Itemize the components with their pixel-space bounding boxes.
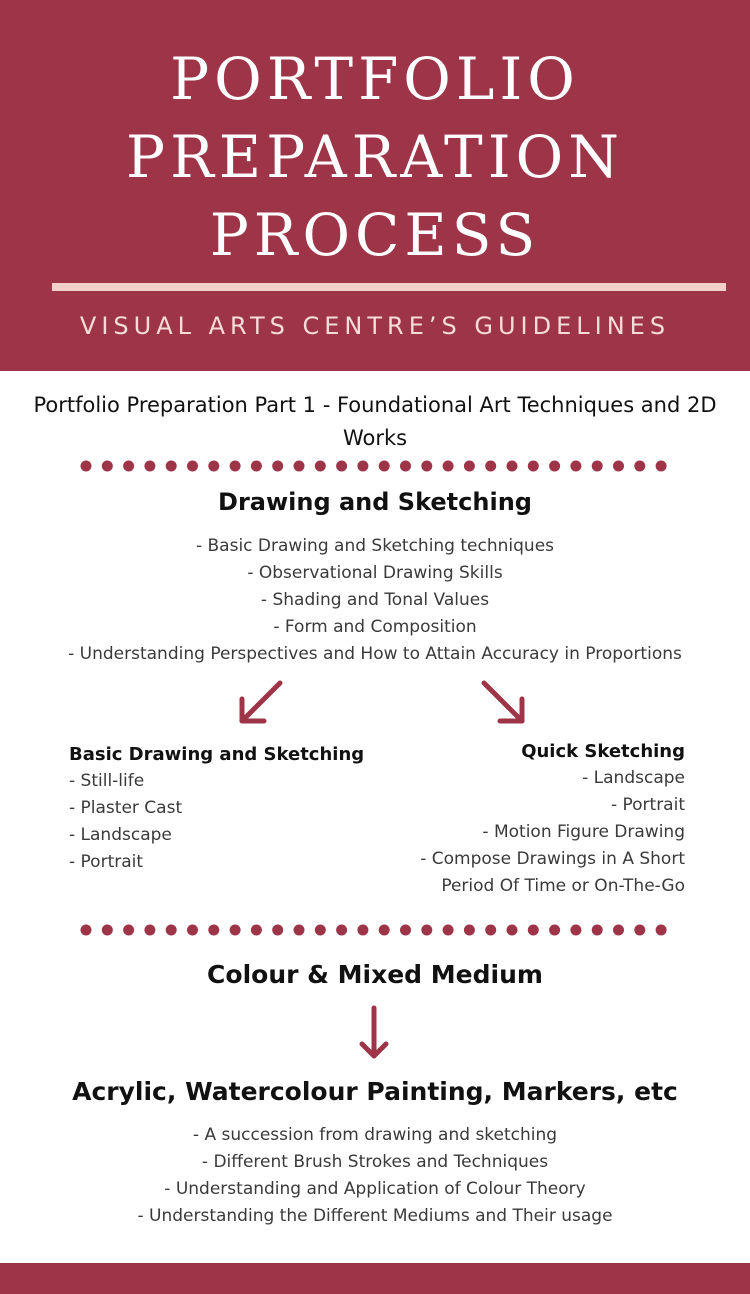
dot [81,925,92,936]
dotted-divider-2 [80,923,680,937]
dot [379,925,390,936]
basic-drawing-heading: Basic Drawing and Sketching [69,744,365,765]
dot [549,461,560,472]
quick-sketching-column [380,738,685,900]
dot [464,461,475,472]
dot [123,925,134,936]
dot [315,925,326,936]
dot [613,925,624,936]
dot [187,461,198,472]
dot [570,461,581,472]
list-item: - Portrait [69,852,144,872]
dot [187,925,198,936]
drawing-heading: Drawing and Sketching [218,488,532,516]
dot [208,461,219,472]
header-divider [52,283,726,291]
quick-sketching-heading: Quick Sketching [521,741,685,762]
dot [123,461,134,472]
list-item: - Understanding the Different Mediums and Their usage [137,1206,613,1226]
dot [357,461,368,472]
dot [81,461,92,472]
dot [144,461,155,472]
dots-graphic [80,459,680,473]
colour-heading: Colour & Mixed Medium [207,960,543,989]
dot [294,461,305,472]
list-item: - Portrait [610,795,685,815]
list-item: - Different Brush Strokes and Techniques [201,1152,549,1172]
basic-drawing-column [69,741,389,876]
dot [421,925,432,936]
dot [613,461,624,472]
list-item: - Compose Drawings in A Short [420,849,685,869]
list-item: - Still-life [69,771,145,791]
dot [464,925,475,936]
list-item: - Landscape [69,825,172,845]
header-subtitle: VISUAL ARTS CENTRE’S GUIDELINES [79,312,671,340]
dot [634,461,645,472]
list-item: - Understanding Perspectives and How to Attain Accuracy in Proportions [68,644,682,664]
dot [315,461,326,472]
dot [208,925,219,936]
dot [102,461,113,472]
list-item: - Observational Drawing Skills [247,563,503,583]
dotted-divider-1 [80,459,680,473]
list-item: Period Of Time or On-The-Go [441,876,685,896]
title-line-3: PROCESS [209,201,541,269]
list-item: - A succession from drawing and sketching [192,1125,558,1145]
title-line-2: PREPARATION [126,123,624,191]
dot [592,461,603,472]
dot [272,925,283,936]
dot [528,925,539,936]
dot [272,461,283,472]
dot [230,461,241,472]
footer-bar [0,1263,750,1294]
dot [166,461,177,472]
dot [443,461,454,472]
list-item: - Landscape [582,768,685,788]
dot [421,461,432,472]
dots-graphic [80,923,680,937]
dot [549,925,560,936]
list-item: - Basic Drawing and Sketching techniques [195,536,555,556]
dot [592,925,603,936]
dot [336,461,347,472]
header-banner [0,0,750,371]
dot [294,925,305,936]
dot [656,461,667,472]
dot [507,925,518,936]
quick-sketching-list [380,765,685,900]
list-item: - Plaster Cast [69,798,183,818]
dot [656,925,667,936]
dot [379,461,390,472]
list-item: - Form and Composition [273,617,477,637]
dot [634,925,645,936]
dot [570,925,581,936]
dot [528,461,539,472]
dot [144,925,155,936]
arrow-down-left-icon [232,676,288,728]
dot [230,925,241,936]
dot [102,925,113,936]
title-line-1: PORTFOLIO [170,45,580,113]
arrow-down-right-icon [478,676,534,728]
dot [251,925,262,936]
dot [443,925,454,936]
colour-list [0,1122,750,1230]
dot [400,461,411,472]
dot [357,925,368,936]
dot [400,925,411,936]
dot [336,925,347,936]
drawing-list [0,533,750,668]
dot [251,461,262,472]
dot [507,461,518,472]
dot [166,925,177,936]
list-item: - Shading and Tonal Values [260,590,490,610]
dot [485,461,496,472]
list-item: - Understanding and Application of Colour Theory [164,1179,586,1199]
part-title: Portfolio Preparation Part 1 - Foundational Art Techniques and 2D Works [33,393,717,450]
arrow-down-icon [356,1002,392,1064]
list-item: - Motion Figure Drawing [482,822,685,842]
basic-drawing-list [69,768,389,876]
dot [485,925,496,936]
colour-subheading: Acrylic, Watercolour Painting, Markers, etc [72,1077,678,1106]
